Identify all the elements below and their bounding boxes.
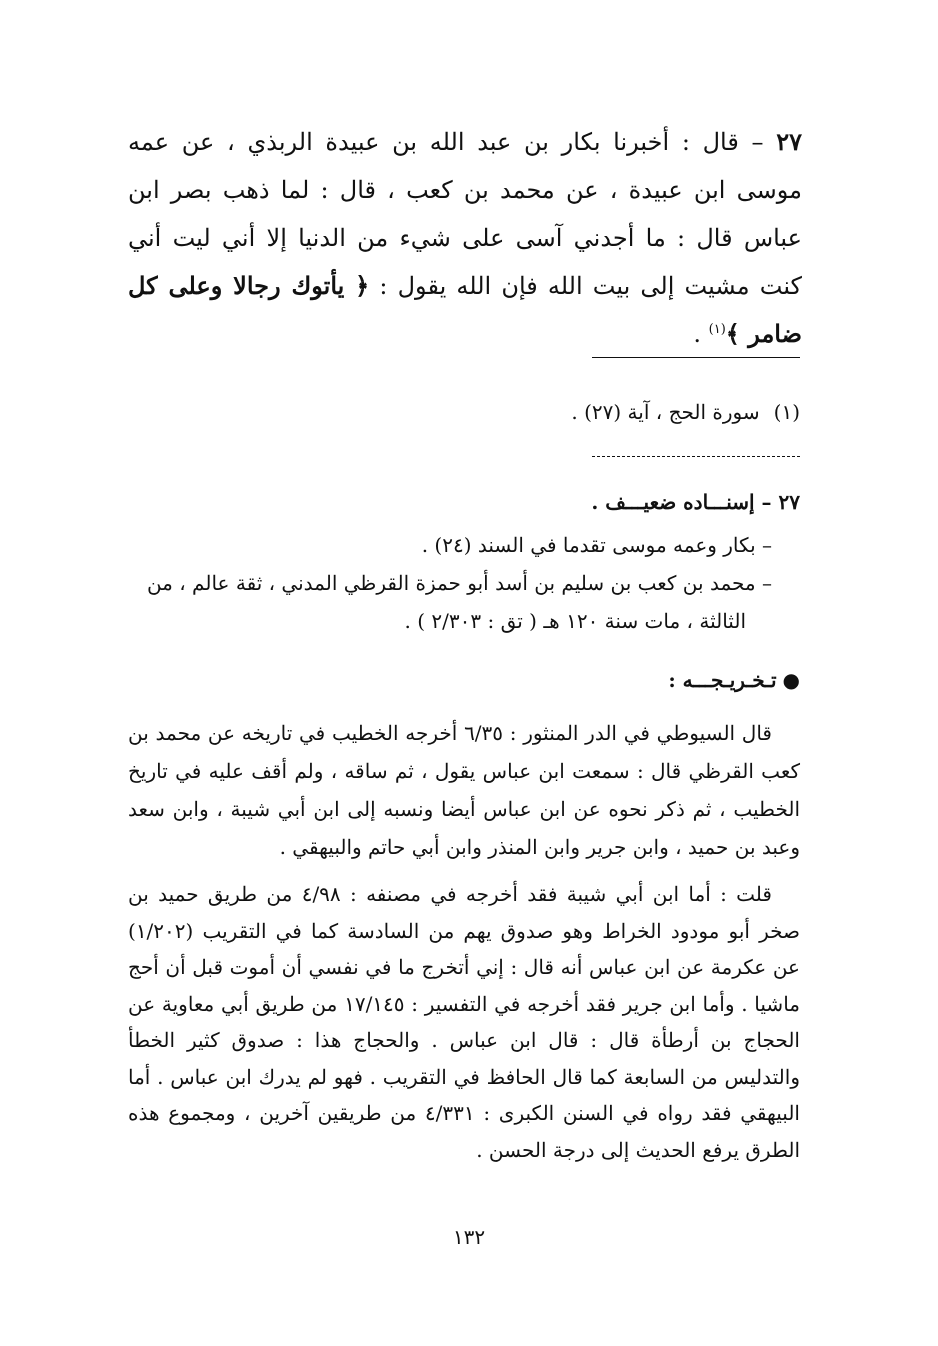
takhrij-heading <box>128 662 800 698</box>
footnote-reference: (١) <box>708 322 726 337</box>
hadith-end: . <box>693 320 709 348</box>
isnad-grade: – إسنـــاده ضعيـــف . <box>591 490 779 514</box>
paragraph-text: قلت : أما ابن أبي شيبة فقد أخرجه في مصنفه : ٤/٩٨ من طريق حميد بن صخر أبو مودود الخراط وهو صدوق يهم من السادسة كما في التقريب (١/٢٠٢) عن عكرمة عن ابن عباس أنه قال : إني أتخرج ما في نفسي أن أموت قبل أن أحج ماشيا . وأما ابن جرير فقد أخرجه في التفسير : ١٧/١٤٥ من طريق أبي معاوية عن الحجاج بن أرطأة قال : قال ابن عباس . والحجاج هذا : صدوق كثير الخطأ والتدليس من السابعة كما قال الحافظ في التقريب . فهو لم يدرك ابن عباس . أما البيهقي فقد رواه في السنن الكبرى : ٤/٣٣١ من طريقين آخرين ، ومجموع هذه الطرق يرفع الحديث إلى درجة الحسن . <box>128 882 800 1162</box>
hadith-body: – قال : أخبرنا بكار بن عبد الله بن عبيدة الربذي ، عن عمه موسى ابن عبيدة ، عن محمد بن كعب ، قال : لما ذهب بصر ابن عباس قال : ما أجدني آسى على شيء من الدنيا إلا أني ليت أني كنت مشيت إلى بيت الله فإن الله يقول : <box>128 128 802 300</box>
isnad-notes <box>128 526 800 640</box>
commentary-separator <box>592 456 800 457</box>
page-number: ١٣٢ <box>452 1225 486 1249</box>
hadith-text <box>128 118 802 358</box>
footnote-text: سورة الحج ، آية (٢٧) . <box>571 400 760 424</box>
hadith-number: ٢٧ <box>776 127 802 156</box>
footnote-number: (١) <box>773 400 800 424</box>
takhrij-title: تـخـريـجـــه : <box>668 668 777 692</box>
footnote-separator <box>592 357 800 358</box>
footnote <box>300 394 800 430</box>
takhrij-paragraph <box>128 876 800 1168</box>
isnad-number: ٢٧ <box>778 490 800 514</box>
quran-quote: ﴿ يأتوك رجالا وعلى كل ضامر ﴾ <box>128 271 802 348</box>
bullet-icon: ● <box>782 668 800 692</box>
isnad-heading <box>128 484 800 520</box>
isnad-line: الثالثة ، مات سنة ١٢٠ هـ ( تق : ٢/٣٠٣ ) . <box>404 609 746 633</box>
isnad-line: – بكار وعمه موسى تقدما في السند (٢٤) . <box>421 533 772 557</box>
isnad-line: – محمد بن كعب بن سليم بن أسد أبو حمزة القرظي المدني ، ثقة عالم ، من <box>146 571 772 595</box>
paragraph-text: قال السيوطي في الدر المنثور : ٦/٣٥ أخرجه الخطيب في تاريخه عن محمد بن كعب القرظي قال : سمعت ابن عباس يقول ، ثم ساقه ، ولم أقف عليه في تاريخ الخطيب ، ثم ذكر نحوه عن ابن عباس أيضا ونسبه إلى ابن أبي شيبة ، وابن سعد وعبد بن حميد ، وابن جرير وابن المنذر وابن أبي حاتم والبيهقي . <box>128 721 800 859</box>
takhrij-paragraph <box>128 714 800 866</box>
